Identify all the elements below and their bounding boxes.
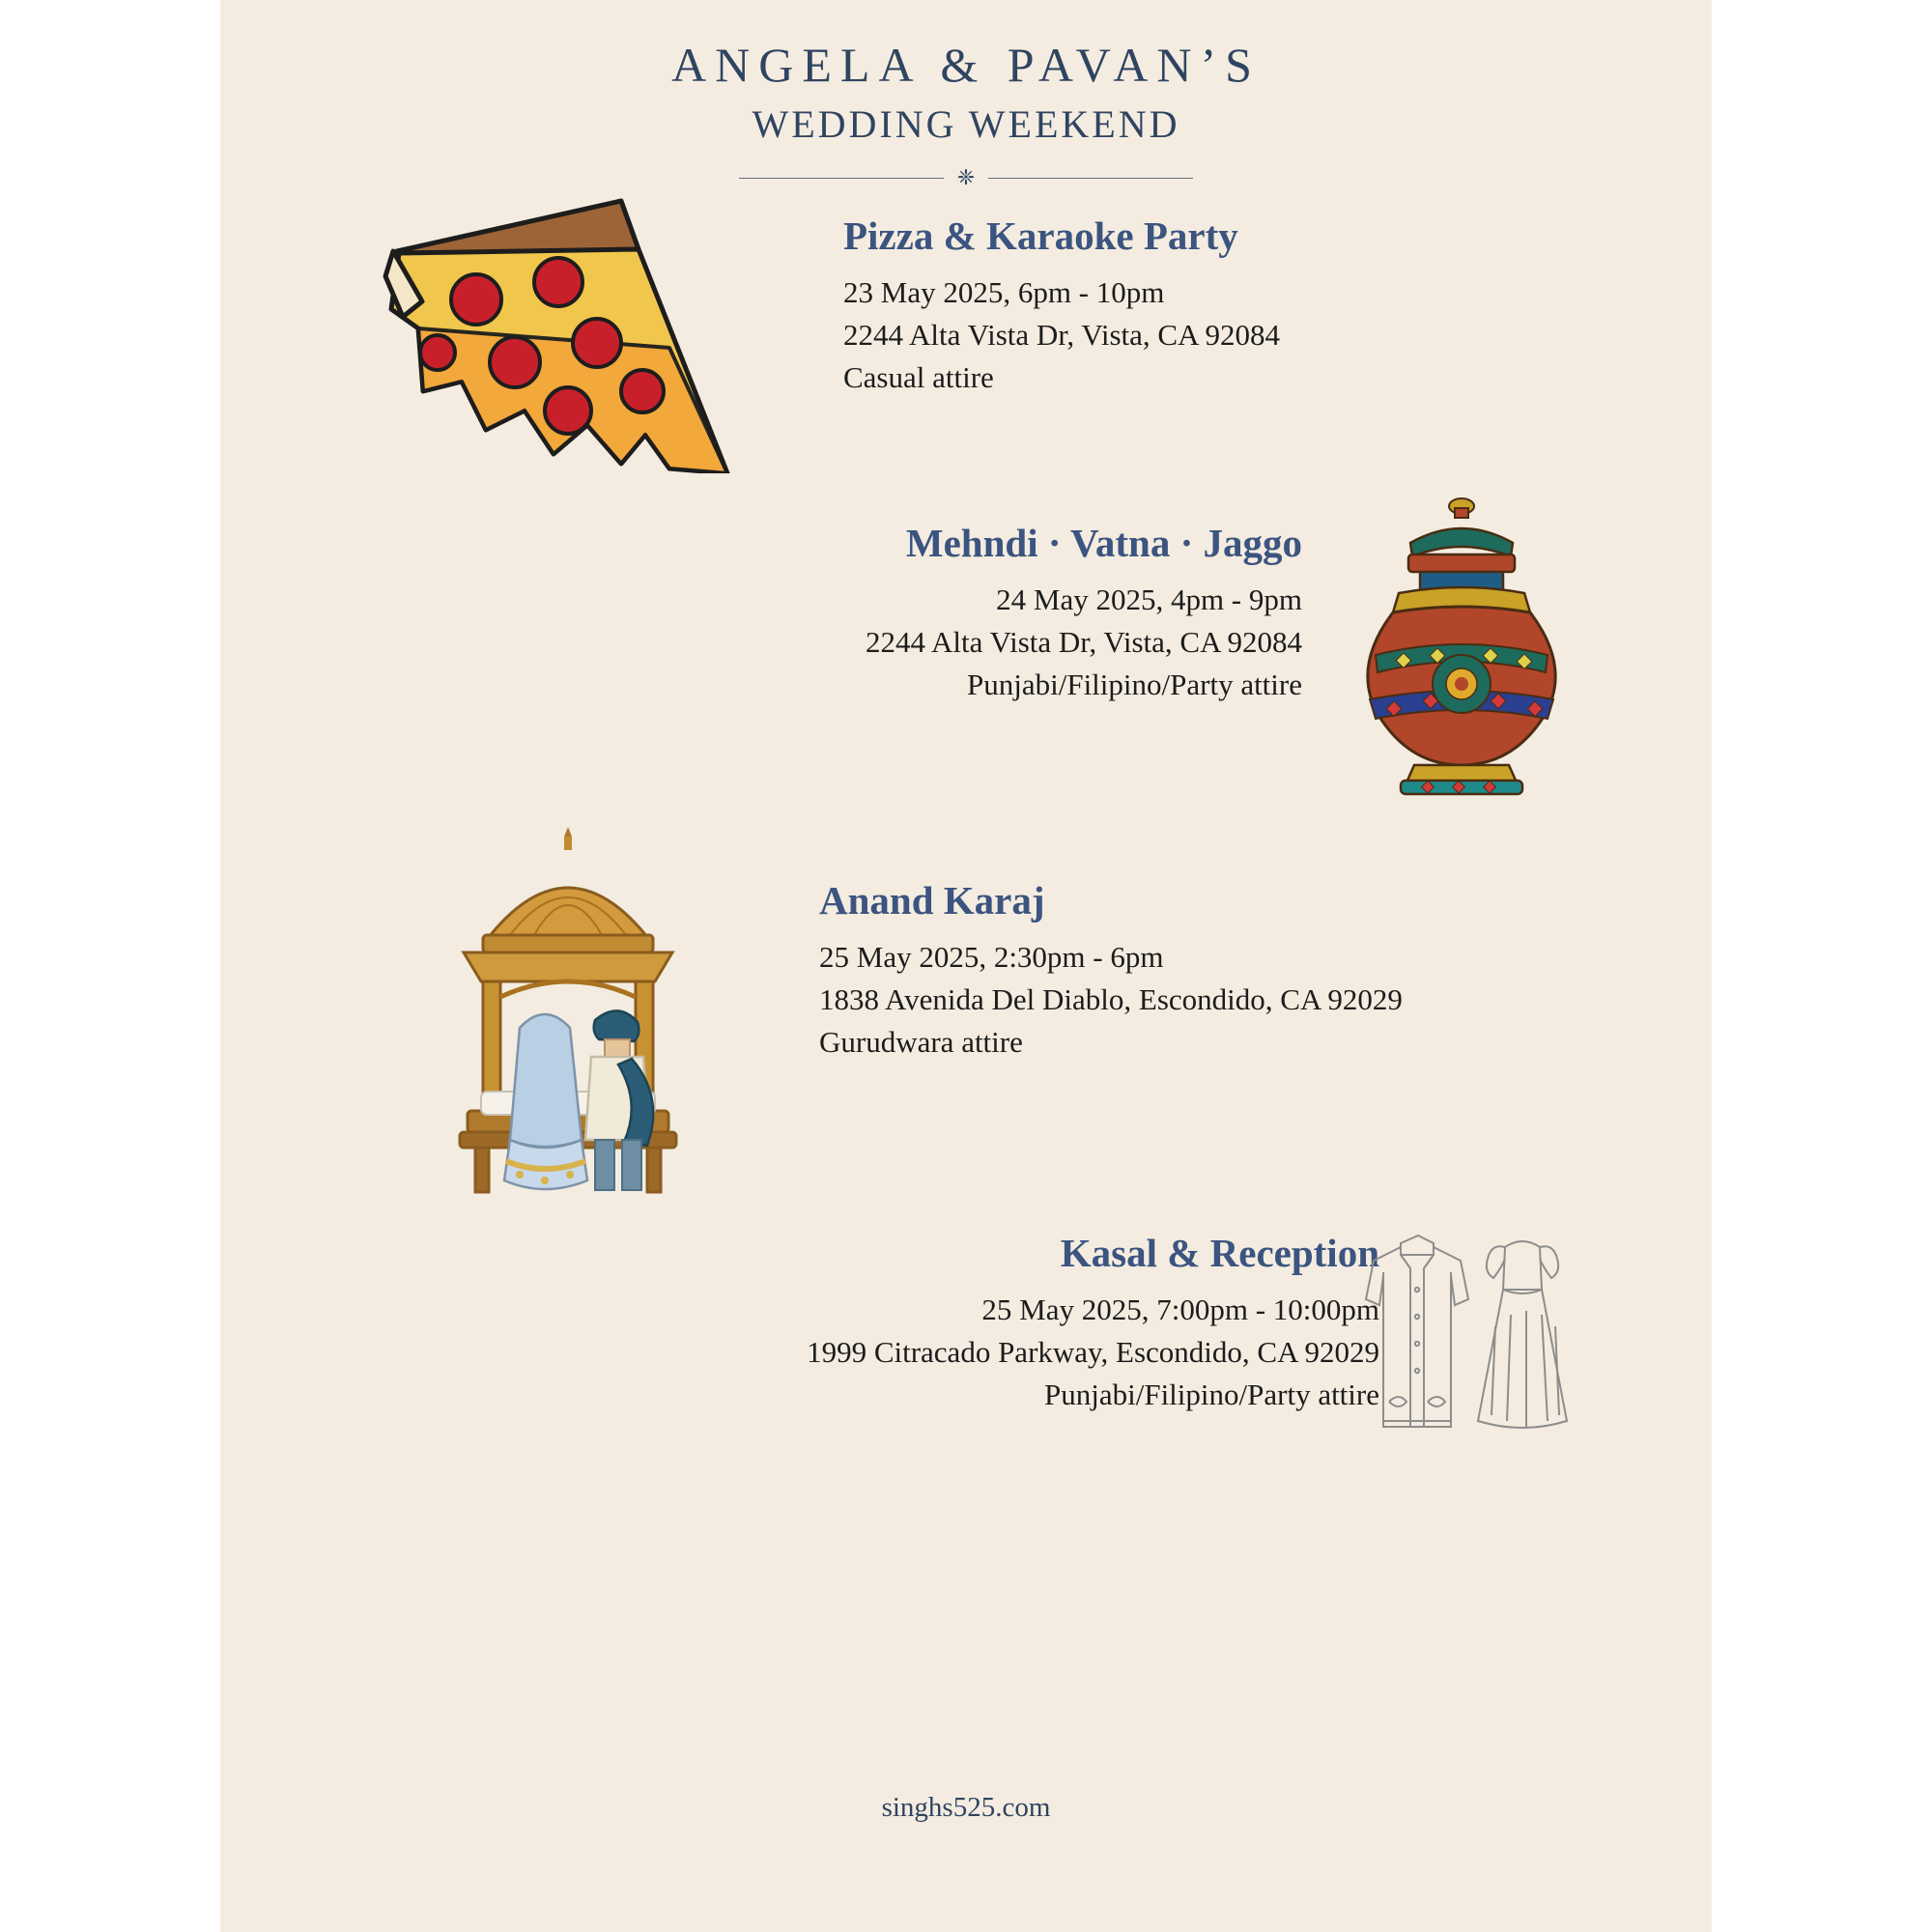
event-address: 2244 Alta Vista Dr, Vista, CA 92084 [843,318,1281,353]
pizza-slice-icon [380,193,785,464]
event-title: Kasal & Reception [1060,1231,1379,1275]
barong-and-dress-icon [1350,1222,1611,1454]
event-title: Mehndi · Vatna · Jaggo [905,521,1302,565]
event-mehndi-vatna-jaggo [336,493,1592,802]
event-anand-karaj [375,821,1631,1208]
invitation-page [220,0,1712,1932]
event-date: 25 May 2025, 2:30pm - 6pm [819,940,1164,975]
event-date: 25 May 2025, 7:00pm - 10:00pm [981,1293,1379,1327]
event-attire: Gurudwara attire [819,1025,1023,1060]
event-attire: Casual attire [843,360,994,395]
event-mehndi-text [866,522,1302,706]
event-attire: Punjabi/Filipino/Party attire [966,668,1302,702]
divider-line-right [988,178,1193,179]
event-anand-text [819,879,1403,1064]
event-kasal-text [807,1232,1379,1416]
event-address: 1838 Avenida Del Diablo, Escondido, CA 92029 [819,982,1403,1017]
page-title: ANGELA & PAVAN’S [671,38,1261,92]
header-divider [739,167,1193,188]
event-kasal-reception [336,1222,1611,1454]
event-title: Anand Karaj [819,878,1045,923]
event-date: 23 May 2025, 6pm - 10pm [843,275,1165,310]
decorated-pot-icon [1341,493,1592,802]
event-pizza-karaoke [380,193,1587,464]
ornament-icon: ❈ [956,165,976,189]
event-address: 2244 Alta Vista Dr, Vista, CA 92084 [865,625,1302,660]
footer-website[interactable]: singhs525.com [881,1792,1051,1823]
page-subtitle: WEDDING WEEKEND [752,102,1180,146]
event-date: 24 May 2025, 4pm - 9pm [996,582,1302,617]
event-address: 1999 Citracado Parkway, Escondido, CA 92029 [807,1335,1379,1370]
event-title: Pizza & Karaoke Party [843,213,1238,258]
invitation-header [220,0,1712,188]
palki-couple-icon [375,821,781,1208]
event-pizza-text [843,214,1280,399]
event-attire: Punjabi/Filipino/Party attire [1043,1378,1379,1412]
divider-line-left [739,178,944,179]
